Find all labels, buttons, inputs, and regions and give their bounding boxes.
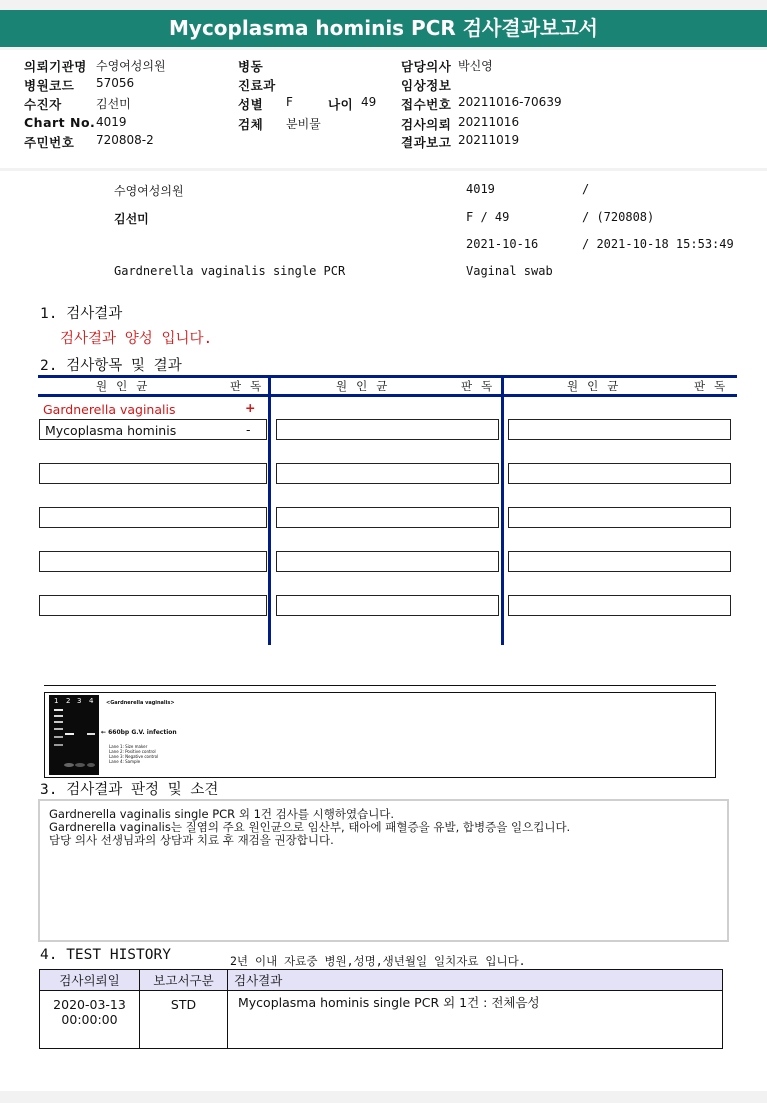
sex-value: F [286, 95, 293, 109]
summary-sex-age: F / 49 [466, 210, 510, 224]
gel-legend-item: Lane 4: Sample [109, 759, 141, 764]
empty-result-cell [39, 507, 267, 528]
gel-lane-label: 2 [66, 697, 71, 705]
empty-result-cell [39, 595, 267, 616]
gel-legend-item: Lane 2: Positive control [109, 749, 156, 754]
summary-name: 김선미 [114, 212, 149, 226]
findings-line: 담당 의사 선생님과의 상담과 치료 후 재검을 권장합니다. [49, 833, 334, 847]
specimen-label: 검체 [238, 117, 264, 132]
result-row [39, 419, 267, 440]
doctor-value: 박신영 [458, 59, 493, 73]
history-result: Mycoplasma hominis single PCR 외 1건 : 전체음성 [228, 991, 723, 1049]
summary-report-datetime: / 2021-10-18 15:53:49 [582, 237, 734, 251]
gel-band-label: ← 660bp G.V. infection [101, 729, 177, 736]
clinical-info-label: 임상정보 [401, 78, 452, 93]
gel-lane-label: 1 [54, 697, 59, 705]
column-divider-1 [268, 375, 271, 645]
history-date-cell [40, 991, 140, 1049]
col3-judgement-header: 판독 [694, 379, 735, 393]
col2-pathogen-header: 원인균 [336, 379, 397, 393]
gel-lane-label: 4 [89, 697, 94, 705]
col1-pathogen-header: 원인균 [96, 379, 157, 393]
empty-result-cell [508, 463, 731, 484]
doctor-label: 담당의사 [401, 59, 452, 74]
summary-specimen: Vaginal swab [466, 264, 553, 278]
section4-title: 4. TEST HISTORY [40, 947, 171, 963]
result-row-judgement: - [246, 422, 251, 437]
ward-label: 병동 [238, 59, 264, 74]
summary-rrn: / (720808) [582, 210, 655, 224]
empty-result-cell [39, 551, 267, 572]
request-info-panel [0, 50, 767, 168]
hospital-code-label: 병원코드 [24, 78, 75, 93]
clinic-name-value: 수영여성의원 [96, 59, 166, 73]
table-header-rule [38, 394, 737, 397]
gel-image [49, 695, 99, 775]
report-date-label: 결과보고 [401, 135, 452, 150]
gel-legend-item: Lane 3: Negative control [109, 754, 159, 759]
section1-title: 1. 검사결과 [40, 306, 123, 322]
specimen-value: 분비물 [286, 117, 321, 131]
history-row [40, 991, 723, 1049]
empty-result-cell [276, 595, 499, 616]
result-row-name: Gardnerella vaginalis [43, 402, 176, 417]
col1-judgement-header: 판독 [230, 379, 271, 393]
patient-label: 수진자 [24, 97, 62, 112]
receipt-no-value: 20211016-70639 [458, 95, 562, 109]
col2-judgement-header: 판독 [461, 379, 502, 393]
history-type: STD [140, 991, 228, 1049]
history-header-row [40, 970, 723, 991]
empty-result-cell [508, 595, 731, 616]
column-divider-2 [501, 375, 504, 645]
summary-chart: 4019 [466, 182, 495, 196]
history-time: 00:00:00 [61, 1012, 118, 1027]
age-value: 49 [361, 95, 377, 109]
rrn-label: 주민번호 [24, 135, 75, 150]
department-label: 진료과 [238, 78, 276, 93]
summary-request-date: 2021-10-16 [466, 237, 539, 251]
test-history-table [39, 969, 723, 1049]
section1-result: 검사결과 양성 입니다. [60, 331, 213, 347]
history-note: 2년 이내 자료중 병원,성명,생년월일 일치자료 입니다. [230, 954, 526, 968]
section3-title: 3. 검사결과 판정 및 소견 [40, 782, 219, 798]
empty-result-cell [276, 463, 499, 484]
history-header-result: 검사결과 [228, 970, 723, 991]
patient-value: 김선미 [96, 97, 131, 111]
clinic-name-label: 의뢰기관명 [24, 59, 87, 74]
col3-pathogen-header: 원인균 [567, 379, 628, 393]
history-header-type: 보고서구분 [140, 970, 228, 991]
sex-label: 성별 [238, 97, 264, 112]
findings-line: Gardnerella vaginalis single PCR 외 1건 검사를 시행하였습니다. [49, 807, 395, 821]
report-title: Mycoplasma hominis PCR 검사결과보고서 [0, 10, 767, 47]
gel-legend [109, 744, 158, 764]
age-label: 나이 [328, 97, 354, 112]
empty-result-cell [276, 507, 499, 528]
gel-legend-item: Lane 1: Size maker [109, 744, 148, 749]
rrn-value: 720808-2 [96, 133, 154, 147]
empty-result-cell [276, 419, 499, 440]
result-row-judgement: + [245, 400, 256, 415]
empty-result-cell [508, 419, 731, 440]
empty-result-cell [508, 507, 731, 528]
findings-box [38, 799, 729, 942]
report-date-value: 20211019 [458, 133, 520, 147]
summary-test: Gardnerella vaginalis single PCR [114, 264, 346, 278]
findings-line: Gardnerella vaginalis는 질염의 주요 원인균으로 임산부, 태아에 패혈증을 유발, 합병증을 일으킵니다. [49, 820, 571, 834]
chart-no-value: 4019 [96, 115, 127, 129]
hospital-code-value: 57056 [96, 76, 135, 90]
empty-result-cell [508, 551, 731, 572]
gel-bands-graphic [49, 695, 99, 775]
chart-no-label: Chart No. [24, 115, 96, 130]
request-date-value: 20211016 [458, 115, 520, 129]
result-row-name: Mycoplasma hominis [45, 423, 177, 438]
history-header-date: 검사의뢰일 [40, 970, 140, 991]
request-date-label: 검사의뢰 [401, 117, 452, 132]
gel-top-rule [44, 685, 716, 686]
empty-result-cell [39, 463, 267, 484]
report-body [0, 171, 767, 1091]
gel-heading: <Gardnerella vaginalis> [106, 700, 175, 706]
summary-clinic: 수영여성의원 [114, 184, 184, 198]
gel-lane-label: 3 [77, 697, 82, 705]
empty-result-cell [276, 551, 499, 572]
gel-image-panel [44, 692, 716, 778]
history-date: 2020-03-13 [53, 997, 126, 1012]
summary-slash: / [582, 182, 590, 196]
section2-title: 2. 검사항목 및 결과 [40, 358, 182, 374]
receipt-no-label: 접수번호 [401, 97, 452, 112]
